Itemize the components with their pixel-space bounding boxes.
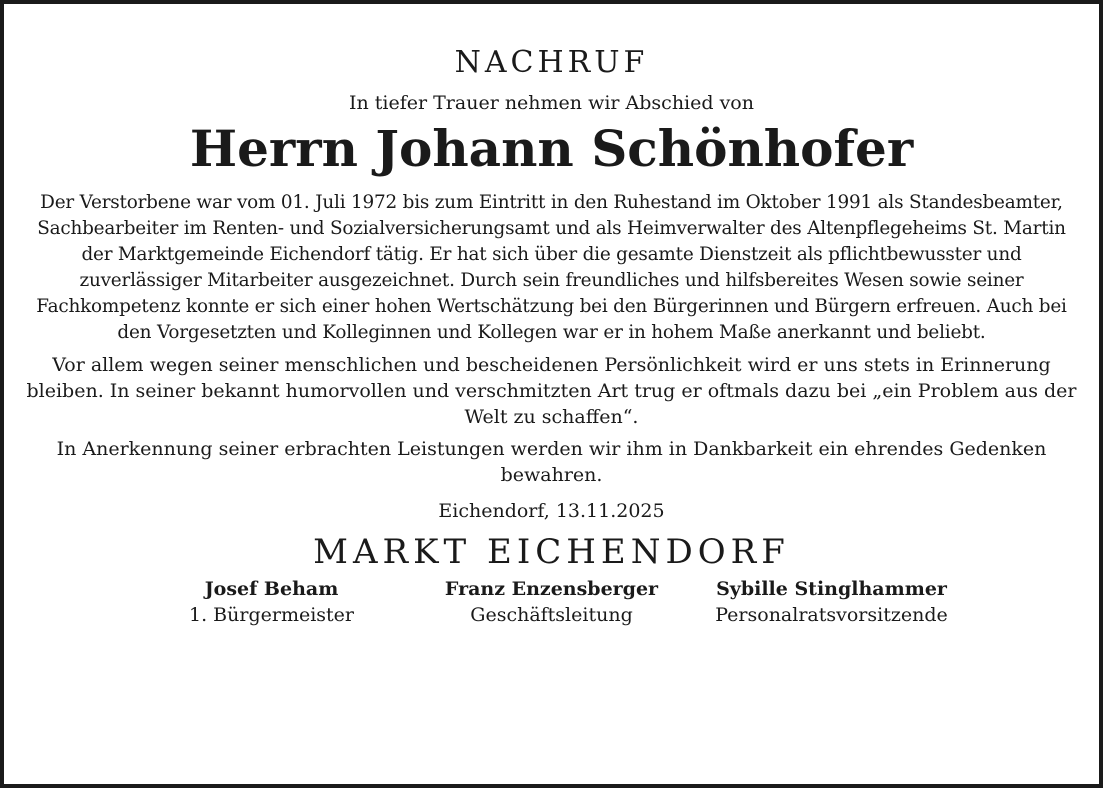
- signer-role: 1. Bürgermeister: [189, 604, 354, 626]
- gratitude-paragraph: In Anerkennung seiner erbrachten Leistungen werden wir ihm in Dankbarkeit ein ehrendes Gedenken bewahren.: [56, 438, 1047, 486]
- signer-role: Geschäftsleitung: [470, 604, 633, 626]
- signer-name: Franz Enzensberger: [444, 578, 659, 600]
- intro-line: In tiefer Trauer nehmen wir Abschied von: [349, 92, 754, 114]
- signer-role: Personalratsvorsitzende: [715, 604, 948, 626]
- signer-name: Josef Beham: [204, 578, 339, 600]
- organization-name: MARKT EICHENDORF: [313, 532, 790, 572]
- deceased-name: Herrn Johann Schönhofer: [189, 119, 914, 178]
- signer-name: Sybille Stinglhammer: [716, 578, 947, 600]
- remembrance-paragraph: Vor allem wegen seiner menschlichen und bescheidenen Persönlichkeit wird er uns stets in Erinnerung bleiben. In seiner bekannt humorvollen und verschmitzten Art trug er oftmals dazu bei „ein Problem aus der Welt zu schaffen“.: [26, 354, 1077, 428]
- signer: [692, 576, 972, 628]
- notice-heading: NACHRUF: [454, 45, 649, 80]
- signers: [26, 576, 1077, 628]
- career-paragraph: Der Verstorbene war vom 01. Juli 1972 bis zum Eintritt in den Ruhestand im Oktober 1991 als Standesbeamter, Sachbearbeiter im Renten- und Sozialversicherungsamt und als Heimverwalter des Altenpflegeheims St. Martin der Marktgemeinde Eichendorf tätig. Er hat sich über die gesamte Dienstzeit als pflichtbewusster und zuverlässiger Mitarbeiter ausgezeichnet. Durch sein freundliches und hilfsbereites Wesen sowie seiner Fachkompetenz konnte er sich einer hohen Wertschätzung bei den Bürgerinnen und Bürgern erfreuen. Auch bei den Vorgesetzten und Kolleginnen und Kollegen war er in hohem Maße anerkannt und beliebt.: [36, 192, 1067, 343]
- signer: [412, 576, 692, 628]
- notice-content: [26, 44, 1077, 628]
- signer: [132, 576, 412, 628]
- place-and-date: Eichendorf, 13.11.2025: [438, 500, 665, 522]
